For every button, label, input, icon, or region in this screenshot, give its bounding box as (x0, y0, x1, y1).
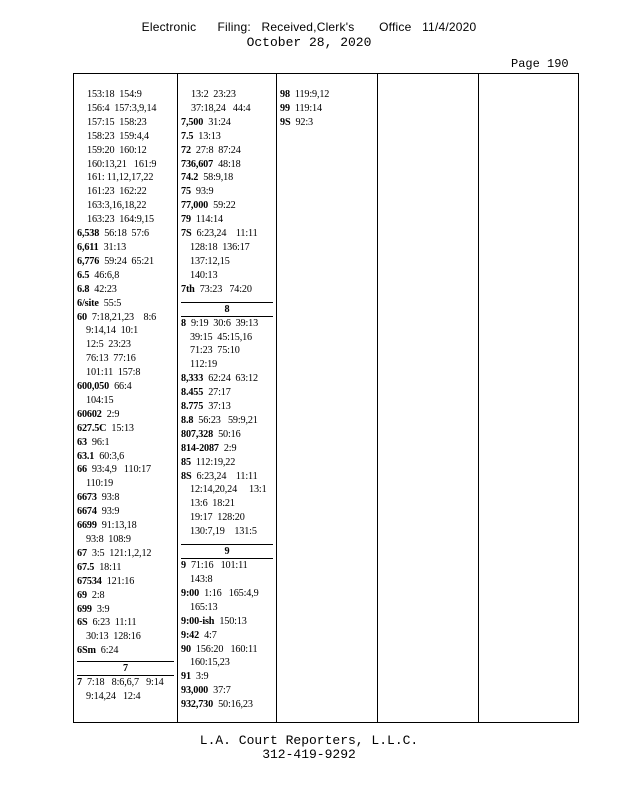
index-refs-continuation: 157:15 158:23 (87, 116, 147, 128)
index-page-line-refs: 31:24 (208, 116, 231, 128)
index-entry (181, 643, 273, 657)
index-entry (181, 684, 273, 698)
index-entry (181, 615, 273, 629)
index-entry (181, 227, 273, 241)
index-word: 67.5 (77, 561, 95, 573)
index-word: 932,730 (181, 699, 214, 711)
index-refs-continuation: 9:14,24 12:4 (86, 691, 141, 703)
index-page-line-refs: 31:13 (103, 241, 127, 253)
index-refs-continuation: 13:6 18:21 (190, 498, 235, 510)
page-number: Page 190 (511, 57, 569, 71)
transcript-date: October 28, 2020 (246, 35, 372, 50)
court-reporter-phone: 312-419-9292 (262, 747, 356, 762)
index-entry (181, 317, 273, 331)
index-word: 66 (77, 464, 87, 476)
index-word: 9:00-ish (181, 615, 215, 627)
index-page-line-refs: 56:18 57:6 (104, 228, 149, 240)
index-page-line-refs: 7:18,21,23 8:6 (91, 311, 157, 323)
index-refs-continuation: 71:23 75:10 (190, 345, 240, 357)
index-page-line-refs: 114:14 (195, 214, 223, 226)
index-page-line-refs: 27:17 (208, 387, 231, 399)
index-entry (280, 116, 374, 130)
index-word: 67 (77, 547, 87, 559)
index-page-line-refs: 92:3 (295, 116, 313, 128)
index-refs-continuation: 130:7,19 131:5 (190, 526, 257, 538)
index-word: 7.5 (181, 130, 194, 142)
index-page-line-refs: 50:16,23 (218, 699, 253, 711)
index-refs-continuation: 12:5 23:23 (86, 339, 131, 351)
index-page-line-refs: 3:9 (195, 671, 209, 683)
index-page-line-refs: 2:8 (91, 589, 105, 601)
index-word: 699 (77, 603, 92, 615)
index-word: 6673 (77, 492, 97, 504)
index-entry (181, 386, 273, 400)
index-entry (181, 116, 273, 130)
index-word: 85 (181, 456, 191, 468)
index-column-3 (276, 74, 377, 722)
index-refs-continuation: 140:13 (190, 269, 218, 281)
index-section-header: 8 (181, 302, 273, 317)
index-entry (181, 199, 273, 213)
index-word: 67534 (77, 575, 102, 587)
court-reporter-name: L.A. Court Reporters, L.L.C. (199, 733, 419, 748)
index-word: 63.1 (77, 450, 95, 462)
index-entry (77, 283, 174, 297)
index-entry (181, 456, 273, 470)
index-page-line-refs: 6:23 11:11 (92, 617, 137, 629)
index-refs-continuation: 137:12,15 (190, 255, 230, 267)
index-entry (77, 589, 174, 603)
index-refs-continuation: 161:23 162:22 (87, 186, 147, 198)
index-entry (181, 130, 273, 144)
index-entry (77, 676, 174, 690)
index-entry (77, 561, 174, 575)
index-page-line-refs: 119:9,12 (294, 89, 330, 100)
index-page-line-refs: 7:18 8:6,6,7 9:14 (86, 677, 164, 689)
index-page-line-refs: 6:23,24 11:11 (196, 470, 258, 482)
index-column-2 (177, 74, 276, 722)
index-entry (77, 575, 174, 589)
index-word: 627.5C (77, 422, 107, 434)
index-column-4 (377, 74, 478, 722)
index-entry (77, 297, 174, 311)
index-entry (181, 171, 273, 185)
index-entry (77, 255, 174, 269)
index-entry (181, 559, 273, 573)
index-word: 90 (181, 643, 191, 655)
index-word: 736,607 (181, 158, 214, 170)
index-page-line-refs: 119:14 (294, 102, 322, 114)
index-page-line-refs: 3:5 121:1,2,12 (91, 547, 152, 559)
index-refs-continuation: 101:11 157:8 (86, 367, 141, 379)
index-entry (280, 102, 374, 116)
index-page-line-refs: 1:16 165:4,9 (204, 587, 259, 599)
index-word: 8.775 (181, 401, 204, 413)
index-column-5 (478, 74, 578, 722)
index-word: 69 (77, 589, 87, 601)
index-refs-continuation: 112:19 (190, 359, 218, 371)
index-entry (77, 616, 174, 630)
index-refs-continuation: 93:8 108:9 (86, 534, 131, 545)
index-page-line-refs: 93:8 (101, 492, 120, 504)
word-index-frame (73, 73, 579, 723)
index-word: 7th (181, 283, 195, 295)
index-entry (77, 227, 174, 241)
index-page-line-refs: 50:16 (218, 428, 241, 440)
index-word: 6699 (77, 520, 97, 532)
index-page-line-refs: 9:19 30:6 39:13 (190, 317, 259, 329)
index-word: 60602 (77, 408, 102, 420)
index-entry (77, 436, 174, 450)
index-page-line-refs: 96:1 (91, 436, 110, 448)
index-entry (181, 213, 273, 227)
index-word: 6/site (77, 297, 99, 309)
index-word: 814-2087 (181, 442, 219, 454)
index-word: 8.455 (181, 387, 204, 399)
index-refs-continuation: 9:14,14 10:1 (86, 325, 139, 337)
index-refs-continuation: 156:4 157:3,9,14 (87, 102, 157, 114)
index-entry (77, 380, 174, 394)
index-word: 9:00 (181, 587, 200, 599)
index-page-line-refs: 112:19,22 (195, 456, 236, 468)
index-entry (181, 629, 273, 643)
index-page-line-refs: 55:5 (103, 297, 122, 309)
index-word: 99 (280, 102, 290, 114)
index-word: 6,538 (77, 228, 100, 240)
index-entry (77, 408, 174, 422)
index-refs-continuation: 165:13 (190, 601, 218, 613)
index-refs-continuation: 76:13 77:16 (86, 353, 136, 365)
index-page-line-refs: 91:13,18 (101, 520, 137, 532)
index-word: 98 (280, 89, 290, 100)
index-page-line-refs: 60:3,6 (99, 450, 125, 462)
index-word: 6S (77, 617, 88, 629)
index-section-header: 9 (181, 544, 273, 559)
index-page-line-refs: 150:13 (219, 615, 247, 627)
index-refs-continuation: 128:18 136:17 (190, 241, 250, 253)
index-word: 79 (181, 214, 191, 226)
index-entry (77, 505, 174, 519)
index-word: 91 (181, 671, 191, 683)
index-word: 6.5 (77, 269, 90, 281)
index-entry (77, 644, 174, 658)
index-word: 72 (181, 144, 191, 156)
index-refs-continuation: 104:15 (86, 394, 114, 406)
index-entry (181, 372, 273, 386)
index-refs-continuation: 163:3,16,18,22 (87, 200, 147, 212)
index-page-line-refs: 37:7 (213, 685, 231, 697)
index-page-line-refs: 3:9 (96, 603, 110, 615)
index-entry (280, 88, 374, 102)
index-page-line-refs: 71:16 101:11 (190, 560, 248, 572)
index-entry (77, 241, 174, 255)
index-page-line-refs: 93:4,9 110:17 (91, 464, 151, 476)
index-refs-continuation: 163:23 164:9,15 (87, 214, 154, 226)
index-page-line-refs: 4:7 (204, 629, 217, 641)
index-entry (77, 311, 174, 325)
index-refs-continuation: 160:15,23 (190, 657, 230, 669)
index-page-line-refs: 48:18 (218, 158, 241, 170)
index-word: 63 (77, 436, 87, 448)
index-word: 600,050 (77, 381, 110, 393)
index-entry (181, 698, 273, 712)
index-entry (181, 428, 273, 442)
index-page-line-refs: 46:6,8 (94, 269, 120, 281)
index-section-header: 7 (77, 661, 174, 676)
index-refs-continuation: 158:23 159:4,4 (87, 130, 149, 142)
index-refs-continuation: 30:13 128:16 (86, 631, 141, 643)
index-refs-continuation: 37:18,24 44:4 (191, 102, 251, 114)
index-word: 7,500 (181, 116, 204, 128)
index-word: 8,333 (181, 373, 204, 385)
index-page-line-refs: 15:13 (111, 422, 134, 434)
index-entry (181, 470, 273, 484)
index-entry (77, 547, 174, 561)
index-column-1 (74, 74, 177, 722)
index-entry (77, 450, 174, 464)
index-entry (181, 283, 273, 297)
index-page-line-refs: 59:22 (213, 200, 236, 212)
index-page-line-refs: 6:23,24 11:11 (196, 228, 258, 240)
index-page-line-refs: 42:23 (94, 283, 117, 295)
index-refs-continuation: 160:13,21 161:9 (87, 158, 157, 170)
index-word: 6.8 (77, 283, 90, 295)
index-refs-continuation: 12:14,20,24 13:1 (190, 484, 267, 496)
index-refs-continuation: 159:20 160:12 (87, 144, 147, 156)
index-page-line-refs: 37:13 (208, 401, 231, 413)
index-entry (181, 670, 273, 684)
index-word: 9:42 (181, 629, 200, 641)
index-word: 8S (181, 470, 192, 482)
index-word: 7 (77, 677, 82, 689)
index-page-line-refs: 66:4 (114, 381, 132, 393)
index-refs-continuation: 110:19 (86, 478, 114, 490)
index-entry (181, 158, 273, 172)
index-entry (77, 491, 174, 505)
index-word: 9S (280, 116, 291, 128)
index-refs-continuation: 13:2 23:23 (191, 89, 236, 100)
index-refs-continuation: 39:15 45:15,16 (190, 331, 252, 343)
filing-stamp-line: Electronic Filing: Received,Clerk's Office 11/4/2020 (141, 20, 477, 34)
index-page-line-refs: 56:23 59:9,21 (198, 414, 258, 426)
index-page-line-refs: 73:23 74:20 (199, 283, 252, 295)
index-word: 9 (181, 560, 186, 572)
index-entry (77, 422, 174, 436)
index-page-line-refs: 6:24 (100, 645, 119, 657)
index-refs-continuation: 143:8 (190, 574, 213, 585)
index-entry (181, 185, 273, 199)
index-word: 93,000 (181, 685, 209, 697)
index-entry (181, 587, 273, 601)
index-word: 8 (181, 317, 186, 329)
index-word: 74.2 (181, 172, 199, 184)
index-entry (77, 603, 174, 617)
index-entry (181, 414, 273, 428)
index-page-line-refs: 93:9 (195, 186, 214, 198)
index-page-line-refs: 2:9 (106, 408, 120, 420)
index-entry (77, 463, 174, 477)
index-word: 6,611 (77, 241, 99, 253)
index-page-line-refs: 59:24 65:21 (104, 255, 154, 267)
index-word: 6,776 (77, 255, 100, 267)
index-page-line-refs: 58:9,18 (203, 172, 234, 184)
index-page-line-refs: 18:11 (99, 561, 122, 573)
index-page-line-refs: 156:20 160:11 (195, 643, 258, 655)
index-page-line-refs: 121:16 (106, 575, 135, 587)
index-page-line-refs: 2:9 (223, 442, 237, 454)
index-word: 60 (77, 311, 87, 323)
index-entry (181, 442, 273, 456)
index-page-line-refs: 27:8 87:24 (195, 144, 241, 156)
index-entry (77, 269, 174, 283)
index-refs-continuation: 153:18 154:9 (87, 89, 142, 100)
index-word: 77,000 (181, 200, 209, 212)
index-word: 807,328 (181, 428, 214, 440)
index-word: 6Sm (77, 645, 96, 657)
index-page-line-refs: 93:9 (101, 506, 120, 518)
index-refs-continuation: 19:17 128:20 (190, 512, 245, 524)
index-word: 6674 (77, 506, 97, 518)
index-page-line-refs: 13:13 (198, 130, 221, 142)
index-page-line-refs: 62:24 63:12 (208, 373, 258, 385)
index-refs-continuation: 161: 11,12,17,22 (87, 172, 154, 184)
index-entry (181, 400, 273, 414)
index-word: 75 (181, 186, 191, 198)
index-entry (77, 519, 174, 533)
index-entry (181, 144, 273, 158)
index-word: 7S (181, 228, 192, 240)
index-word: 8.8 (181, 414, 194, 426)
